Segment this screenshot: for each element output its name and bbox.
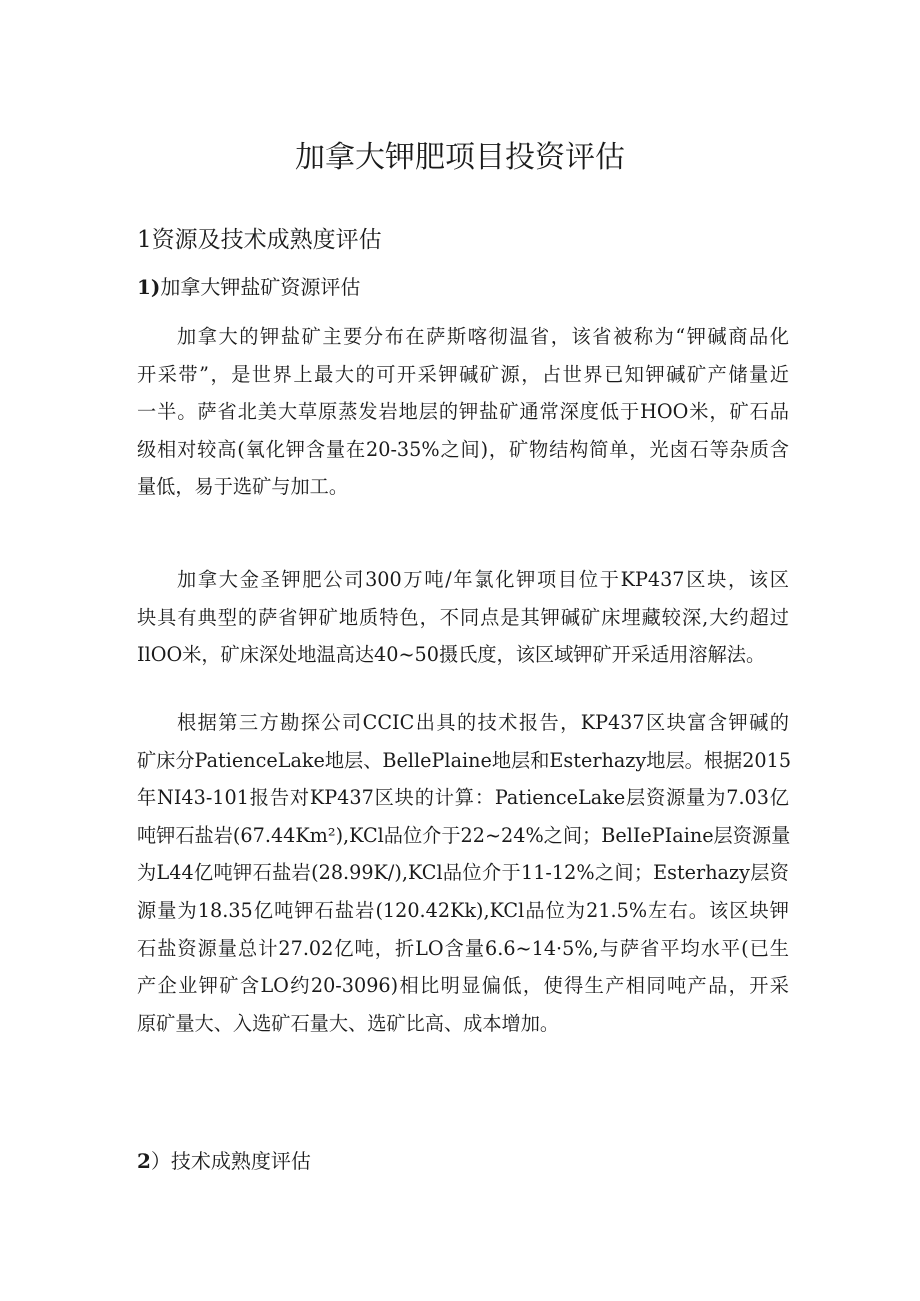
paragraph-3	[137, 704, 792, 1042]
section-heading-1: 1资源及技术成熟度评估	[137, 227, 382, 253]
subsection-heading-1	[137, 270, 360, 304]
paragraph-2	[137, 561, 789, 674]
text-line: 产企业钾矿含LO约20-3096)相比明显偏低，使得生产相同吨产品，开采	[137, 974, 789, 998]
subsection-number: 2	[137, 1149, 151, 1173]
document-title: 加拿大钾肥项目投资评估	[295, 140, 625, 175]
text-line: 石盐资源量总计27.02亿吨，折LO含量6.6~14·5%,与萨省平均水平(已生	[137, 936, 789, 960]
subsection-title: ）技术成熟度评估	[150, 1149, 311, 1173]
text-line: 原矿量大、入选矿石量大、选矿比高、成本增加。	[137, 1011, 560, 1035]
subsection-title: 加拿大钾盐矿资源评估	[160, 275, 361, 299]
text-line: 开采带”，是世界上最大的可开采钾碱矿源，占世界已知钾碱矿产储量近	[137, 362, 789, 386]
text-line: 矿床分PatienceLake地层、BellePlaine地层和Esterhazy地层。根据2015	[137, 748, 792, 772]
subsection-number: 1)	[137, 275, 161, 299]
text-line: IlOO米，矿床深处地温高达40~50摄氏度，该区域钾矿开采适用溶解法。	[137, 643, 766, 667]
text-line: 一半。萨省北美大草原蒸发岩地层的钾盐矿通常深度低于HOO米，矿石品	[137, 400, 789, 424]
text-line: 量低，易于选矿与加工。	[137, 475, 349, 499]
text-line: 根据第三方勘探公司CCIC出具的技术报告，KP437区块富含钾碱的	[177, 711, 789, 734]
text-line: 块具有典型的萨省钾矿地质特色，不同点是其钾碱矿床埋藏较深,大约超过	[137, 605, 789, 629]
text-line: 加拿大金圣钾肥公司300万吨/年氯化钾项目位于KP437区块，该区	[177, 568, 789, 591]
subsection-heading-2	[137, 1144, 311, 1178]
text-line: 加拿大的钾盐矿主要分布在萨斯喀彻温省，该省被称为“钾碱商品化	[177, 325, 789, 348]
text-line: 源量为18.35亿吨钾石盐岩(120.42Kk),KCl品位为21.5%左右。该区块钾	[137, 898, 789, 922]
text-line: 吨钾石盐岩(67.44Km²),KCl品位介于22~24%之间；BelIePIaine层资源量	[137, 823, 791, 847]
paragraph-1	[137, 318, 789, 506]
text-line: 级相对较高(氧化钾含量在20-35%之间)，矿物结构简单，光卤石等杂质含	[137, 437, 789, 461]
text-line: 年NI43-101报告对KP437区块的计算：PatienceLake层资源量为7.03亿	[137, 786, 789, 810]
text-line: 为L44亿吨钾石盐岩(28.99K/),KCl品位介于11-12%之间；Esterhazy层资	[137, 861, 789, 885]
